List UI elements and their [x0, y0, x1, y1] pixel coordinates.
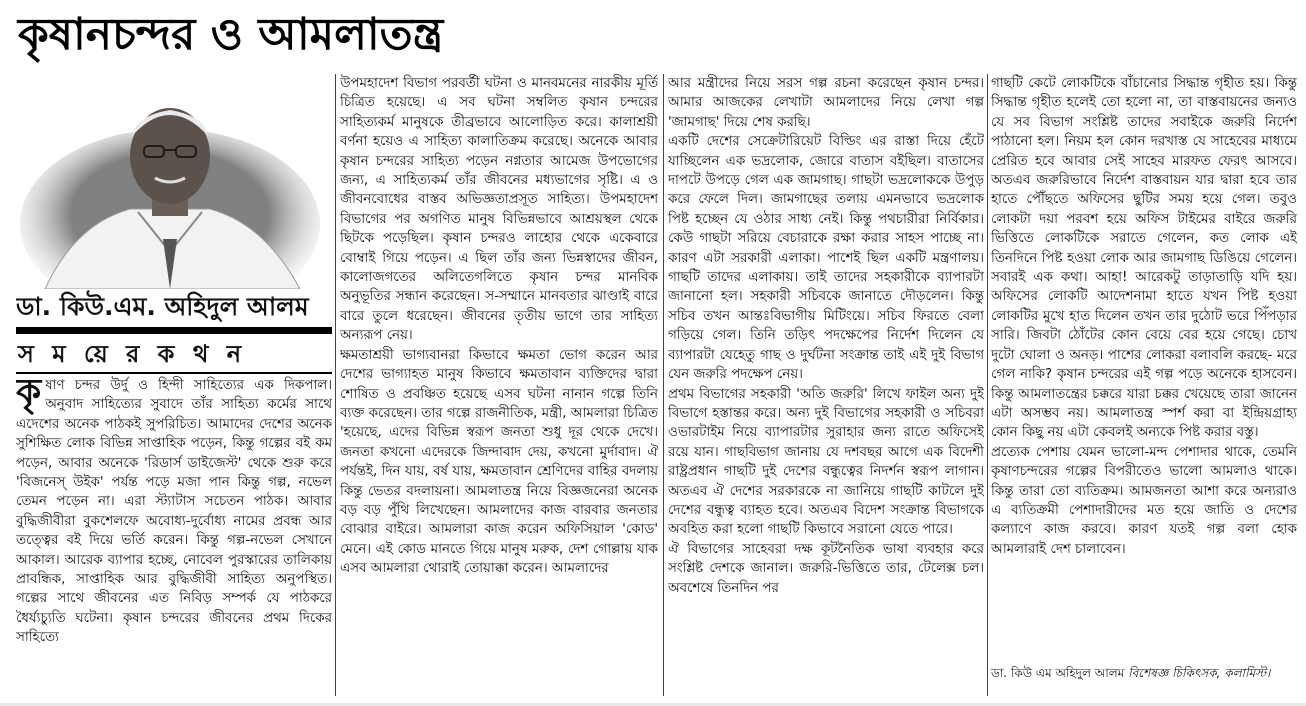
article-column-2	[340, 74, 658, 696]
article-paragraph: একটি দেশের সেক্রেটারিয়েট বিল্ডিং এর রাস্তা দিয়ে হেঁটে যাচ্ছিলেন এক ভদ্রলোক, জোরে বাতাস বইছিল। বাতাসের দাপটে উপড়ে গেল এক জামগাছ। গাছটা ভদ্রলোককে উপুড় করে ফেলে দিল। জামগাছের তলায় এমনভাবে ভদ্রলোক পিষ্ট হচ্ছেন যে ওঠার সাধ্য নেই। কিন্তু পথচারীরা নির্বিকার। কেউ গাছটা সরিয়ে বেচারাকে রক্ষা করার সাহস পাচ্ছে না। কারণ এটা সরকারী এলাকা। পাশেই ছিল একটি মন্ত্রণালয়। গাছটি তাদের এলাকায়। তাই তাদের সহকারীকে ব্যাপারটা জানানো হল। সহকারী সচিবকে জানাতে দৌড়লেন। কিন্তু সচিব তখন আন্তঃবিভাগীয় মিটিংয়ে। সচিব ফিরতে বেলা গড়িয়ে গেল। তিনি তড়িৎ পদক্ষেপের নির্দেশ দিলেন যে ব্যাপারটা যেহেতু গাছ ও দুর্ঘটনা সংক্রান্ত তাই এই দুই বিভাগ যেন জরুরি পদক্ষেপ নেয়।	[668, 134, 984, 383]
column-name-divider	[16, 372, 332, 374]
article-column-1	[16, 376, 332, 694]
column-divider	[335, 74, 336, 696]
author-footnote	[991, 662, 1301, 684]
column-name: স ম য়ে র ক থ ন	[18, 340, 247, 368]
article-headline: কৃষানচন্দর ও আমলাতন্ত্র	[18, 9, 444, 60]
author-byline: ডা. কিউ.এম. অহিদুল আলম	[16, 292, 309, 321]
article-paragraph: ক্ষমতাশ্রয়ী ভাগ্যবানরা কিভাবে ক্ষমতা ভোগ করেন আর দেশের ভাগ্যাহত মানুষ কিভাবে ক্ষমতাবান ব্যক্তিদের দ্বারা শোষিত ও প্রবঞ্চিত হয়েছে এসব ঘটনা নানান গল্পে তিনি ব্যক্ত করেছেন। তার গল্পে রাজনীতিক, মন্ত্রী, আমলারা চিত্রিত 'হয়েছে, এদের বিভিন্ন স্বরূপ জনতা শুধু দূর থেকে দেখে। জনতা কখনো এদেরকে জিন্দাবাদ দেয়, কখনো মুর্দাবাদ। ঐ পর্যন্তই, দিন যায়, বর্ষ যায়, ক্ষমতাবান শ্রেণিদের বাহির বদলায় কিন্তু ভেতর বদলায়না। আমলাতন্ত্র নিয়ে বিজ্ঞজনেরা অনেক বড় বড় পুঁথি লিখেছেন। আমলাদের কাজ বারবার জনতার বোঝার বাইরে। আমলারা কাজ করেন অফিসিয়াল 'কোড' মেনে। এই কোড মানতে গিয়ে মানুষ মরুক, দেশ গোল্লায় যাক এসব আমলারা থোরাই তোয়াক্কা করেন। আমলাদের	[340, 347, 658, 577]
paragraph-text: ষাণ চন্দর উর্দু ও হিন্দী সাহিত্যের এক দিকপাল। অনুবাদ সাহিত্যের সুবাদে তাঁর সাহিত্য কর্মের সাথে এদেশের অনেক পাঠকই সুপরিচিত। আমাদের দেশের অনেক সুশিক্ষিত লোক বিভিন্ন সাপ্তাহিক পড়েন, কিন্তু গল্পের বই কম পড়েন, আবার অনেকে 'রিডার্স ডাইজেস্ট' থেকে শুরু করে 'বিজনেস্ উইক' পর্যন্ত পড়ে মজা পান কিন্তু গল্প, নভেল তেমন পড়েন না। এরা স্ট্যাটাস সচেতন পাঠক। আবার বুদ্ধিজীবীরা বুকশেলফে অবোধ্য-দুর্বোধ্য নামের প্রবন্ধ আর তত্ত্বের বই দিয়ে ভর্তি করেন। কিন্তু গল্প-নভেল সেখানে আকাল। আরেক ব্যাপার হচ্ছে, নোবেল পুরস্কারের তালিকায় প্রাবন্ধিক, সাপ্তাহিক আর বুদ্ধিজীবী সাহিত্য অনুপস্থিত। গল্পের সাথে জীবনের এত নিবিড় সম্পর্ক যে পাঠকরে ধৈর্য্যচ্যুতি ঘটেনা। কৃষান চন্দরের জীবনের প্রথম দিকের সাহিত্যে	[16, 378, 332, 646]
column-divider	[987, 74, 988, 696]
article-paragraph: প্রত্যেক পেশায় যেমন ভালো-মন্দ পেশাদার থাকে, তেমনি কৃষাণচন্দরের গল্পের বিপরীতেও ভালো আমলাও থাকে। কিন্তু তারা তো ব্যতিক্রম। আমজনতা আশা করে অন্যরাও এ ব্যতিক্রমী পেশাদারীদের মত হয়ে জাতি ও দেশের কল্যাণে কাজ করবে। কারণ যতই গল্প বলা হোক আমলারাই দেশ চালাবেন।	[991, 444, 1297, 557]
article-paragraph: প্রথম বিভাগের সহকারী 'অতি জরুরি' লিখে ফাইল অন্য দুই বিভাগে হস্তান্তর করে। অন্য দুই বিভাগের সহকারী ও সচিবরা ওভারটাইম নিয়ে ব্যাপারটার সুরাহার জন্য রাতে অফিসেই রয়ে যান। গাছবিভাগ জানায় যে দশবছর আগে এক বিদেশী রাষ্ট্রপ্রধান গাছটি দুই দেশের বন্ধুত্বের নিদর্শন স্বরূপ লাগান। অতএব ঐ দেশের সরকারকে না জানিয়ে গাছটি কাটলে দুই দেশের বন্ধুত্ব ব্যাহত হবে। অতএব বিদেশ সংক্রান্ত বিভাগকে অবহিত করা হলো গাছটি কিভাবে সরানো যেতে পারে।	[668, 386, 984, 538]
article-paragraph: আর মন্ত্রীদের নিয়ে সরস গল্প রচনা করেছেন কৃষান চন্দর। আমার আজকের লেখাটা আমলাদের নিয়ে লেখা গল্প 'জামগাছ' দিয়ে শেষ করছি।	[668, 76, 984, 130]
article-column-4	[991, 74, 1297, 654]
footnote-author-name: ডা. কিউ এম অহিদুল আলম	[991, 666, 1125, 680]
column-divider	[663, 74, 664, 696]
footnote-author-role: বিশেষজ্ঞ চিকিৎসক, কলামিস্ট।	[1128, 666, 1271, 680]
article-column-3	[668, 74, 984, 696]
author-portrait-image	[20, 74, 325, 289]
byline-divider	[16, 327, 332, 334]
article-paragraph: উপমহাদেশ বিভাগ পরবর্তী ঘটনা ও মানবমনের নারকীয় মূর্তি চিত্রিত হয়েছে। এ সব ঘটনা সম্বলিত কৃষান চন্দরের সাহিত্যকর্ম মানুষকে তীব্রভাবে আলোড়িত করে। কালাশ্রয়ী বর্ণনা হয়েও এ সাহিত্য কালাতিক্রম করেছে। অনেকে আবার কৃষান চন্দরের সাহিত্য পড়েন নগ্নতার আমেজ উপভোগের জন্য, এ সাহিত্যকর্ম তাঁর জীবনের মধ্যভাগের সৃষ্টি। এ ও জীবনবোধের বাস্তব অভিজ্ঞতাপ্রসূত সাহিত্য। উপমহাদেশ বিভাগের পর অগণিত মানুষ বিভিন্নভাবে আশ্রয়স্থল থেকে ছিটকে পড়েছিল। কৃষান চন্দরও লাহোর থেকে একেবারে বোম্বাই গিয়ে পড়েন। এ ছিল তাঁর জন্য ভিন্নস্বাদের জীবন, কালোজগতের অলিতেগলিতে কৃষান চন্দর মানবিক অনুভূতির সন্ধান করেছেন। স-সম্মানে মানবতার ঝাণ্ডাই বারে বারে তুলে ধরেছেন। জীবনের তৃতীয় ভাগে তার সাহিত্য অন্যরূপ নেয়।	[340, 76, 658, 344]
article-paragraph	[16, 376, 332, 648]
drop-cap: কৃ	[16, 376, 42, 413]
article-paragraph: গাছটি কেটে লোকটিকে বাঁচানোর সিদ্ধান্ত গৃহীত হয়। কিন্তু সিদ্ধান্ত গৃহীত হলেই তো হলো না, তা বাস্তবায়নের জন্যও যে সব বিভাগ সংশ্লিষ্ট তাদের সবাইকে জরুরি নির্দেশ পাঠানো হল। নিয়ম হল কোন দরখাস্ত যে সাহেবের মাধ্যমে প্রেরিত হবে আবার সেই সাহেব মারফত ফেরৎ আসবে। অতএব জরুরিভাবে নির্দেশ বাস্তবায়ন যার দ্বারা হবে তার হাতে পৌঁছতে অফিসের ছুটির সময় হয়ে গেল। তবুও লোকটা দয়া পরবশ হয়ে অফিস টাইমের বাইরে জরুরি ভিত্তিতে লোকটিকে সরাতে গেলেন, কত লোক এই তিনদিনে পিষ্ট হওয়া লোক আর জামগাছ ডিঙিয়ে গেলেন। সবারই এক কথা। আহা! আরেকটু তাড়াতাড়ি যদি হয়। অফিসের লোকটি আদেশনামা হাতে যখন পিষ্ট হওয়া লোকটির মুখে হাত দিলেন তখন তার দুঠোট ভরে পিঁপড়ার সারি। জিবটা ঠোঁটের কোন বেয়ে বের হয়ে গেছে। চোখ দুটো ঘোলা ও অনড়। পাশের লোকরা বলাবলি করছে- মরে গেল নাকি? কৃষান চন্দরের এই গল্প পড়ে অনেকে হাসবেন। কিন্তু আমলাতন্ত্রের চক্করে যারা চক্কর খেয়েছে তারা জানেন এটা অসম্ভব নয়। আমলাতন্ত্র স্পর্শ করা বা ইন্দ্রিয়গ্রাহ্য কোন কিছু নয় এটা কেবলই অন্যকে পিষ্ট করার বস্তু।	[991, 76, 1297, 441]
author-photo	[20, 74, 325, 289]
article-paragraph: ঐ বিভাগের সাহেবরা দক্ষ কূটনৈতিক ভাষা ব্যবহার করে সংশ্লিষ্ট দেশকে জানাল। জরুরি-ভিত্তিতে তার, টেলেক্স চল। অবশেষে তিনদিন পর	[668, 541, 984, 596]
